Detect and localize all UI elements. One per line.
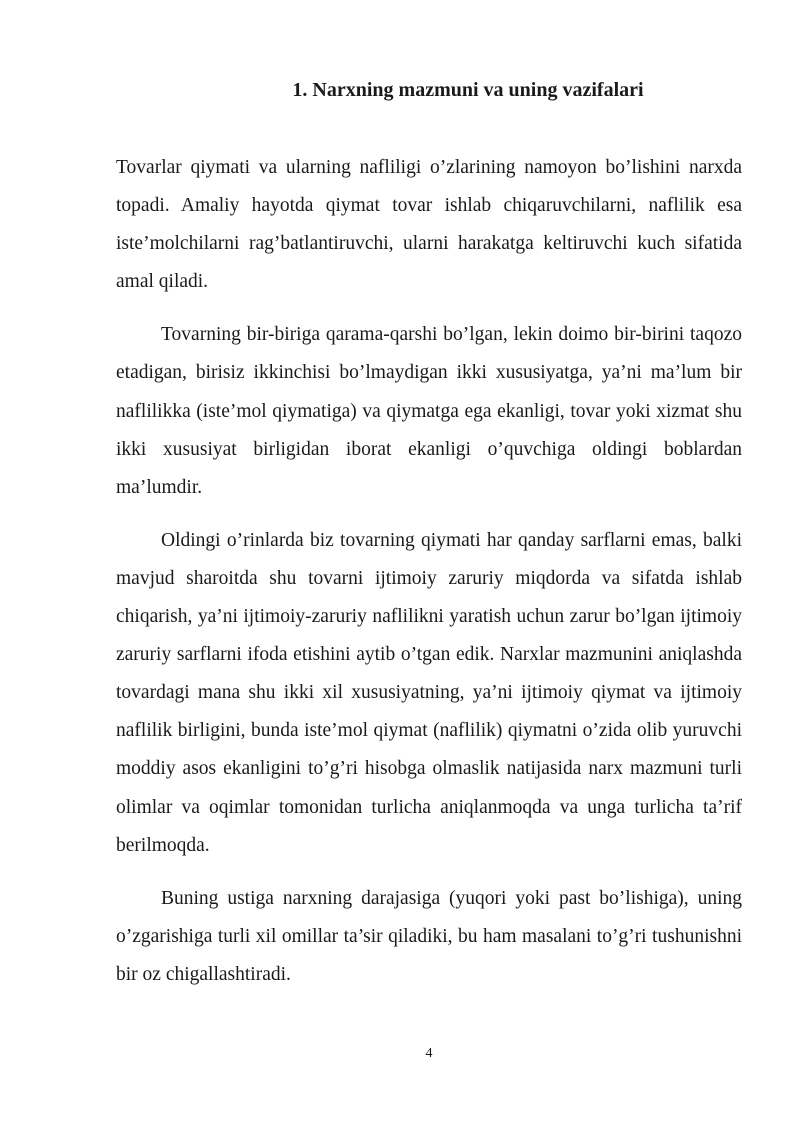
section-heading: 1. Narxning mazmuni va uning vazifalari: [292, 79, 644, 101]
body-text: [116, 149, 742, 994]
page-number: 4: [425, 1046, 433, 1061]
paragraph-1: Tovarlar qiymati va ularning nafliligi o’zlarining namoyon bo’lishini narxda topadi. Amaliy hayotda qiymat tovar ishlab chiqaruvchilarni, naflilik esa iste’molchilarni rag’batlantiruvchi, ularni harakatga keltiruvchi kuch sifatida amal qiladi.: [116, 157, 742, 293]
paragraph-2: Tovarning bir-biriga qarama-qarshi bo’lgan, lekin doimo bir-birini taqozo etadigan, birisiz ikkinchisi bo’lmaydigan ikki xususiyatga, ya’ni ma’lum bir naflilikka (iste’mol qiymatiga) va qiymatga ega ekanligi, tovar yoki xizmat shu ikki xususiyat birligidan iborat ekanligi o’quvchiga oldingi boblardan ma’lumdir.: [116, 324, 742, 498]
paragraph-4: Buning ustiga narxning darajasiga (yuqori yoki past bo’lishiga), uning o’zgarishiga turli xil omillar ta’sir qiladiki, bu ham masalani to’g’ri tushunishni bir oz chigallashtiradi.: [116, 887, 742, 985]
paragraph-3: Oldingi o’rinlarda biz tovarning qiymati har qanday sarflarni emas, balki mavjud sharoitda shu tovarni ijtimoiy zaruriy miqdorda va sifatda ishlab chiqarish, ya’ni ijtimoiy-zaruriy naflilikni yaratish uchun zarur bo’lgan ijtimoiy zaruriy sarflarni ifoda etishini aytib o’tgan edik. Narxlar mazmunini aniqlashda tovardagi mana shu ikki xil xususiyatning, ya’ni ijtimoiy qiymat va ijtimoiy naflilik birligini, bunda iste’mol qiymat (naflilik) qiymatni o’zida olib yuruvchi moddiy asos ekanligini to’g’ri hisobga olmaslik natijasida narx mazmuni turli olimlar va oqimlar tomonidan turlicha aniqlanmoqda va unga turlicha ta’rif berilmoqda.: [116, 529, 742, 856]
